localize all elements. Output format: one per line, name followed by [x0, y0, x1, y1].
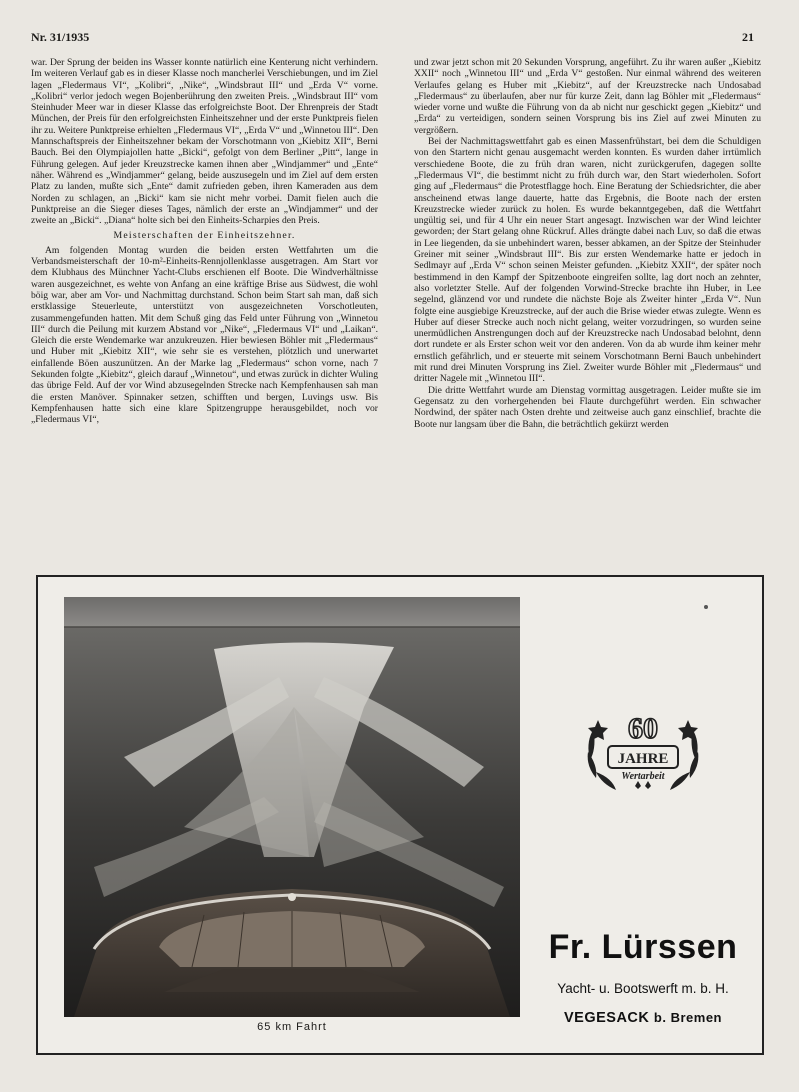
speedboat-wake-photo: [64, 597, 520, 1017]
company-block: [536, 927, 750, 1029]
company-subtitle: Yacht- u. Bootswerft m. b. H.: [557, 981, 729, 996]
print-speck: [704, 605, 708, 609]
seal-number: 60: [628, 712, 658, 745]
luerssen-advertisement: [36, 575, 764, 1055]
city-name: VEGESACK: [564, 1010, 650, 1026]
anniversary-seal: [578, 702, 708, 802]
paragraph: und zwar jetzt schon mit 20 Sekunden Vorsprung, angeführt. Zu ihr waren außer „Kiebitz XXII“ noch „Winnetou III“ und „Erda V“ gestoßen. Nur einmal während des weiteren Verlaufes gelang es Huber mit „Kiebitz“, auf der Kreuzstrecke nach Undosabad „Fledermaus“ zu überlaufen, aber nur für kurze Zeit, dann lag Böhler mit „Fledermaus“ wieder vorne und wußte die Führung von da ab nicht nur geschickt gegen „Kiebitz“ und „Erda“ zu verteidigen, sondern seinen Vorsprung bis ins Ziel auf zwei Minuten zu vergrößern.: [414, 57, 761, 136]
issue-number: Nr. 31/1935: [31, 30, 90, 44]
company-city: [536, 1007, 750, 1029]
paragraph: war. Der Sprung der beiden ins Wasser konnte natürlich eine Kenterung nicht verhindern. Im weiteren Verlauf gab es in dieser Klasse noch mancherlei Verschiebungen, und im Ziel lagen „Fledermaus VI“, „Kolibri“, „Nike“, „Windsbraut III“ und „Erda V“ vorne. „Kolibri“ verlor jedoch wegen Bojenberührung den zweiten Preis. „Windsbraut III“ vom Steinhuder Meer war in dieser Klasse das erfolgreichste Boot. Der Ehrenpreis der Stadt München, der Preis für den erfolgreichsten Einheitszehner und der erste Punktpreis fielen ihr zu. Weitere Punktpreise erhielten „Fledermaus VI“, „Erda V“ und „Winnetou III“. Den Mannschaftspreis der Einheitszehner bekam der Vorschotmann von „Kiebitz XII“, Berni Bauch. Bei den Olympiajollen hatte „Bicki“, gefolgt von dem Berliner „Pitt“, lange in Führung gelegen. Auf jeder Kreuzstrecke kamen ihnen aber „Windjammer“ und „Ente“ näher. Während es „Windjammer“ gelang, beide auszusegeln und im Ziel auf dem ersten Platz zu landen, mußte sich „Ente“ damit zufrieden geben, ihren Kameraden aus dem Norden zu schlagen, an „Bicki“ kam sie nicht mehr vorbei. Damit fielen auch die Punktpreise an die Sieger dieses Tages, nämlich der erste an „Windjammer“ und der zweite an „Bicki“. „Diana“ holte sich bei den Einheits-Scharpies den Preis.: [31, 57, 378, 227]
paragraph: Am folgenden Montag wurden die beiden ersten Wettfahrten um die Verbandsmeisterschaft der 10-m²-Einheits-Rennjollenklasse ausgetragen. Am Start vor dem Klubhaus des Münchner Yacht-Clubs erschienen elf Boote. Die Windverhältnisse waren ausgezeichnet, es wehte von Anfang an eine kräftige Brise aus Südwest, die wohl böig war, aber am Vor- und Nachmittag durchstand. Schon beim Start sah man, daß sich erstklassige Steuerleute, unterstützt von ausgezeichneten Vorschotleuten, zusammengefunden hatten. Mit dem Schuß ging das Feld unter Führung von „Winnetou III“ durch die Peilung mit kurzem Abstand vor „Nike“, „Fledermaus VI“ und „Laikan“. Gleich die erste Wendemarke war anzukreuzen. Hier bewiesen Böhler mit „Fledermaus“ und Huber mit „Kiebitz XII“, wie sehr sie es verstehen, plötzlich und unerwartet einfallende Böen auszunützen. An der Marke lag „Fledermaus“ schon vorne, nach 7 Sekunden folgte „Kiebitz“, gleich darauf „Winnetou“, und etwas zurück in dichter Wuling das übrige Feld. Auf der vor Wind abzusegelnden Strecke nach Kempfenhausen sah man die ersten Manöver. Spinnaker setzen, schifften und bergen, Luvings usw. Bis Kempfenhausen hatte sich eine klare Spitzengruppe herausgebildet, noch vor „Fledermaus VI“,: [31, 244, 378, 426]
seal-subtitle: Wertarbeit: [621, 771, 665, 782]
paragraph: Die dritte Wettfahrt wurde am Dienstag vormittag ausgetragen. Leider mußte sie im Gegensatz zu den vorhergehenden bei Flaute durchgeführt werden. Ein schwacher Nordwind, der später nach Osten drehte und zeitweise auch ganz einschlief, brachte die Boote nur langsam über die Bahn, die beträchtlich gekürzt werden: [414, 384, 761, 430]
photo-caption: 65 km Fahrt: [257, 1021, 327, 1033]
paragraph: Bei der Nachmittagswettfahrt gab es einen Massenfrühstart, bei dem die Schuldigen von den Startern nicht genau ausgemacht werden konnten. Es wurden daher irrtümlich verschiedene Boote, die zu früh dran waren, nicht zurückgerufen, dagegen sollte „Fledermaus VI“, die bestimmt nicht zu früh durch war, den Start wiederholen. Sofort ging auf „Fledermaus“ die Protestflagge hoch. Eine Beratung der Schiedsrichter, die aber anscheinend etwas lange dauerte, hatte das Ergebnis, die Boote nach der ersten Kreuzstrecke wieder zurück zu holen. Es wurde bekanntgegeben, daß die Wettfahrt ungültig sei, und für 4 Uhr ein neuer Start angesagt. Inzwischen war der Wind leichter geworden; der Start gelang ohne Rückruf. Alles drängte dabei nach Luv, so daß die etwas in Lee liegenden, da sie unbehindert waren, besser abkamen, an der Spitze der Steinhuder Greiner mit seiner „Windsbraut III“. Bis zur ersten Wendemarke hatte er jedoch in Sedlmayr auf „Erda V“ schon seinen Meister gefunden. „Kiebitz XXII“, der später noch bestimmend in den Kampf der Spitzenboote eingreifen sollte, lag dort noch an zehnter, also vorletzter Stelle. Auf der folgenden Vorwind-Strecke brachte ihn Huber, in Lee segelnd, glänzend vor und rundete die nächste Boje als Zweiter hinter „Erda V“. Nun folgte eine ausgiebige Kreuzstrecke, auf der auch die Brise wieder etwas zulegte. Wenn es Huber auf dieser Strecke auch noch nicht gelang, weiter vorzudringen, so wurden seine unermüdlichen Anstrengungen doch auf der Kreuzstrecke nach Undosabad belohnt, denn dort rundete er als Erster schon weit vor den anderen. Von da ab wurde ihm keiner mehr ernstlich gefährlich, und er steuerte mit seinem Vorschotmann Berni Bauch unbehindert mit rund drei Minuten Vorsprung ins Ziel. Zweiter wurde Böhler mit „Fledermaus“ und dritter Nagele mit „Winnetou III“.: [414, 136, 761, 385]
section-heading: Meisterschaften der Einheitszehner.: [113, 230, 296, 242]
text-column-left: [31, 57, 378, 426]
page-number: 21: [742, 30, 754, 44]
seal-word: JAHRE: [617, 751, 669, 767]
text-column-right: [414, 57, 761, 430]
city-suffix: b. Bremen: [653, 1010, 722, 1025]
company-name: Fr. Lürssen: [548, 928, 738, 966]
